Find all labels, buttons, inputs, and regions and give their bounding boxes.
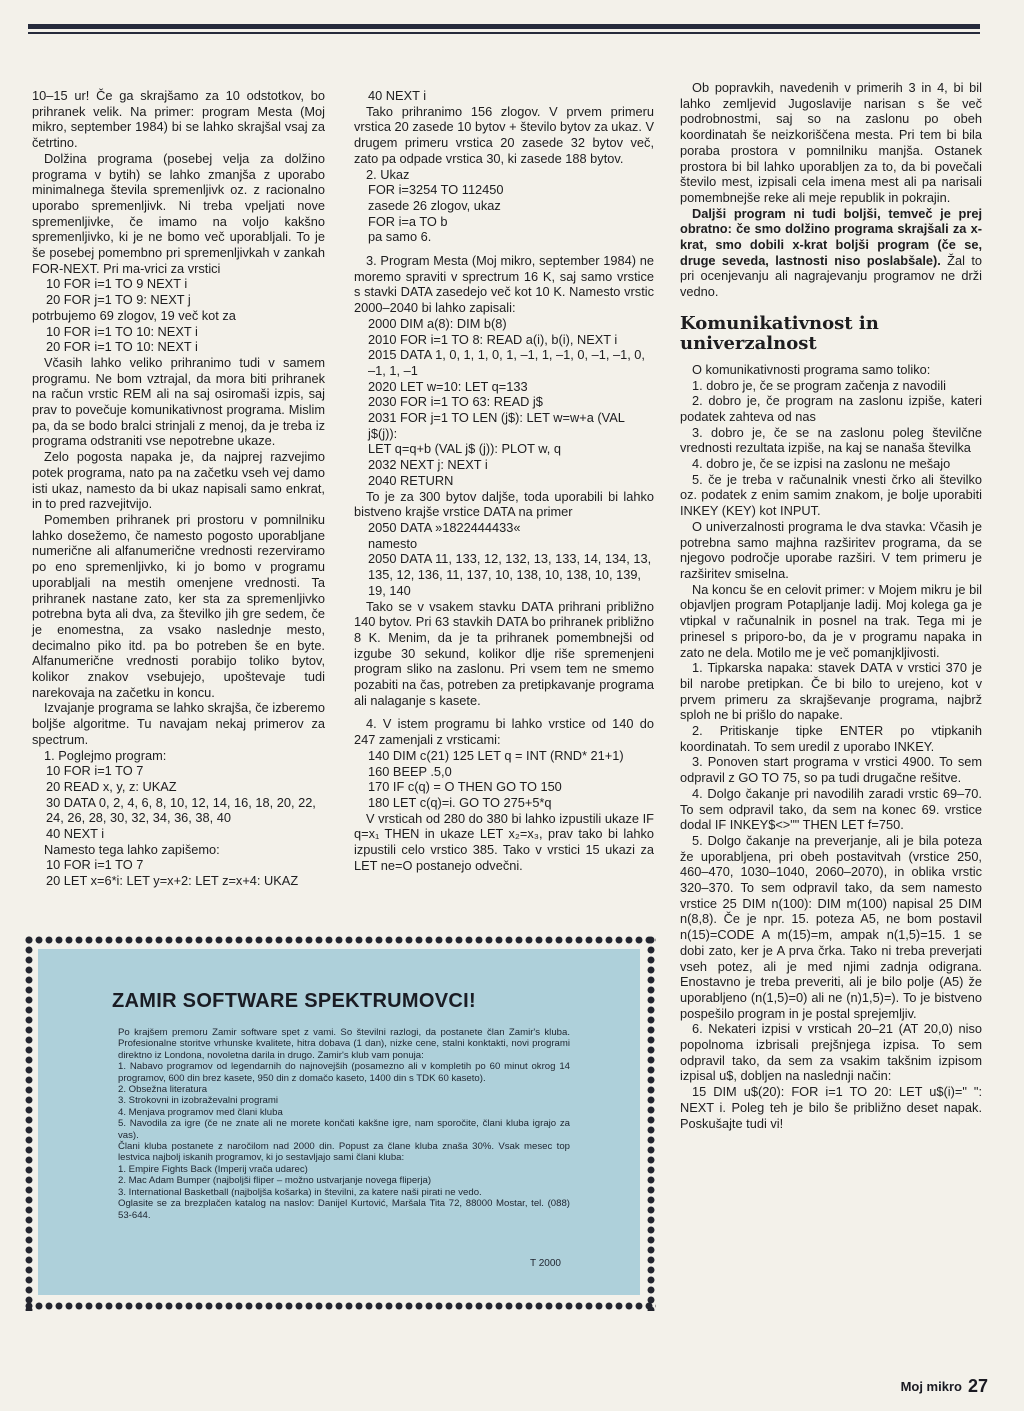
section-heading: Komunikativnost in univerzalnost — [680, 312, 879, 354]
column-2 — [354, 88, 654, 873]
advertisement-line: Člani kluba postanete z naročilom nad 2000 din. Popust za člane kluba znaša 30%. Vsak mesec top lestvica najbolj iskanih programov, ki jo sestavljajo sami člani kluba: — [118, 1141, 570, 1164]
code-line: 180 LET c(q)=i. GO TO 275+5*q — [368, 794, 552, 810]
code-line: 160 BEEP .5,0 — [368, 763, 452, 779]
paragraph: V vrsticah od 280 do 380 bi lahko izpustili ukaze IF q=x₁ THEN in ukaze LET x₂=x₃, prav tako bi lahko izpustili celo vrstico 385. Tako v vrstici 15 ukazi za LET ne=O postanejo odvečni. — [354, 810, 654, 873]
code-line: LET q=q+b (VAL j$ (j)): PLOT w, q — [368, 441, 561, 457]
page-number: 27 — [967, 1376, 988, 1396]
paragraph: 5. če je treba v računalnik vnesti črko ali številko oz. podatek z enim samim znakom, je bolje uporabiti INKEY (KEY) kot INPUT. — [680, 471, 982, 519]
code-line: 2040 RETURN — [368, 472, 454, 488]
code-line: 2000 DIM a(8): DIM b(8) — [368, 315, 507, 331]
paragraph: 3. dobro je, če se na zaslonu poleg številčne vrednosti rezultata izpiše, na kaj se nanaša številka — [680, 424, 982, 456]
advertisement-line: 2. Mac Adam Bumper (najboljši fliper – možno ustvarjanje novega fliperja) — [118, 1175, 432, 1187]
code-line: 2050 DATA »1822444433« — [368, 519, 521, 535]
paragraph: To je za 300 bytov daljše, toda uporabili bi lahko bistveno krajše vrstice DATA na primer — [354, 488, 654, 520]
paragraph: Tako prihranimo 156 zlogov. V prvem primeru vrstica 20 zasede 10 bytov + število bytov za ukaz. V drugem primeru vrstica 20 zasede 32 bytov več, zato pa odpade vrstica 30, ki zasede 188 bytov. — [354, 103, 654, 166]
code-line: 10 FOR i=1 TO 7 — [46, 857, 144, 873]
advertisement-line: 3. Strokovni in izobraževalni programi — [118, 1095, 278, 1107]
code-line: FOR i=a TO b — [368, 213, 448, 229]
paragraph: O komunikativnosti programa samo toliko: — [692, 361, 931, 377]
advertisement-line: 2. Obsežna literatura — [118, 1084, 208, 1096]
column-1 — [32, 88, 325, 889]
paragraph: 2. Ukaz — [366, 166, 410, 182]
paragraph: 15 DIM u$(20): FOR i=1 TO 20: LET u$(i)=" ": NEXT i. Poleg teh je bilo še približno deset napak. Poskušajte tudi vi! — [680, 1084, 982, 1131]
dotted-border-right — [646, 935, 656, 1311]
advertisement-line: 4. Menjava programov med člani kluba — [118, 1106, 283, 1118]
dotted-border-left — [24, 935, 34, 1311]
code-line: 2050 DATA 11, 133, 12, 132, 13, 133, 14, 134, 13, 135, 12, 136, 11, 137, 10, 138, 10, 138, 10, 139, 19, 140 — [368, 551, 652, 598]
code-line: pa samo 6. — [368, 229, 432, 245]
code-line: 30 DATA 0, 2, 4, 6, 8, 10, 12, 14, 16, 18, 20, 22, 24, 26, 28, 30, 32, 34, 36, 38, 40 — [46, 794, 316, 826]
code-line: 2020 LET w=10: LET q=133 — [368, 378, 528, 394]
code-line: 2015 DATA 1, 0, 1, 1, 0, 1, –1, 1, –1, 0, –1, –1, 0, –1, 1, –1 — [368, 347, 645, 378]
advertisement-code: T 2000 — [530, 1258, 561, 1269]
code-line: 2030 FOR i=1 TO 63: READ j$ — [368, 394, 543, 410]
dotted-border-top — [24, 935, 656, 945]
code-line: 10 FOR i=1 TO 10: NEXT i — [46, 323, 198, 339]
advertisement-title: ZAMIR SOFTWARE SPEKTRUMOVCI! — [112, 990, 476, 1012]
paragraph: 5. Dolgo čakanje na preverjanje, ali je bila poteza že uporabljena, pri obeh postavitvah (vrstice 250, 460–470, 1030–1040, 2060–2070), in oblika vrstic 320–370. To sem odpravil tako, da sem namesto vrstice 25 DIM n(100): DIM m(100) napisal 25 DIM n(8,8). Če je npr. 15. poteza A5, ne bom postavil n(15)=CODE A m(15)=m, ampak n(1,5)=15. 1 se dobi zato, ker je A prva črka. Tako ni treba preverjati vseh potez, ali je med njimi zadnja odigrana. Enostavno je treba preveriti, ali je bilo polje (A5) že uporabljeno (n(1,5)=0) ali ne (n)1,5)=). To je bistveno pospešilo program in je postal sprejemljiv. — [680, 832, 982, 1021]
code-line: 10 FOR i=1 TO 9 NEXT i — [46, 276, 188, 292]
paragraph: 1. Tipkarska napaka: stavek DATA v vrstici 370 je bil narobe pretipkan. Če bi bilo to urejeno, kot v prvem primeru za skrajševanje programa, najbrž sploh ne bi prišlo do napake. — [680, 660, 982, 723]
code-line: 40 NEXT i — [46, 826, 105, 842]
paragraph: 2. dobro je, če program na zaslonu izpiše, kateri podatek zahteva od nas — [680, 393, 982, 424]
code-line: 2032 NEXT j: NEXT i — [368, 457, 488, 473]
code-line: FOR i=3254 TO 112450 — [368, 182, 504, 198]
paragraph: Pomemben prihranek pri prostoru v pomnilniku lahko dosežemo, če namesto pogosto uporabljane numerične ali alfanumerične vrednosti rezerviramo po eno spremenljivko, ki jo bomo v programu uporabljali na mestih omenjene vrednosti. Ta prihranek nastane zato, ker sta za spremenljivko potrebna byta ali dva, za številko jih gre sedem, če je enomestna, za vsako naslednje mesto, decimalno piko itd. pa bo potreben še en byte. Alfanumerične vrednosti porabijo toliko bytov, kolikor znakov vsebujejo, upoštevaje tudi narekovaja na začetku in koncu. — [32, 511, 325, 700]
code-line: 20 FOR j=1 TO 9: NEXT j — [46, 292, 191, 308]
paragraph: 3. Program Mesta (Moj mikro, september 1984) ne moremo spraviti v sprectrum 16 K, saj samo vrstice s stavki DATA zasedejo več kot 10 K. Namesto vrstic 2000–2040 bi lahko zapisali: — [354, 253, 654, 316]
code-line: 40 NEXT i — [368, 88, 427, 103]
code-line: zasede 26 zlogov, ukaz — [368, 197, 501, 213]
magazine-name: Moj mikro — [900, 1379, 962, 1394]
paragraph: 1. Poglejmo program: — [44, 747, 167, 763]
code-line: namesto — [368, 535, 418, 551]
page-footer — [901, 1376, 988, 1397]
paragraph: 10–15 ur! Če ga skrajšamo za 10 odstotkov, bo prihranek velik. Na primer: program Mesta (Moj mikro, september 1984) bi se lahko skrajšal vsaj za četrtino. — [32, 88, 325, 151]
code-line: 2031 FOR j=1 TO LEN (j$): LET w=w+a (VAL j$(j)): — [368, 410, 625, 441]
code-line: 20 LET x=6*i: LET y=x+2: LET z=x+4: UKAZ — [46, 873, 299, 889]
code-line: 170 IF c(q) = O THEN GO TO 150 — [368, 779, 562, 795]
column-3 — [680, 80, 982, 1131]
paragraph: Včasih lahko veliko prihranimo tudi v samem programu. Ne bom vztrajal, da mora biti prihranek na račun vrstic REM ali na saj osiromaši izpis, saj prav to povečuje komunikativnost programa. Mislim pa, da se bodo bralci strinjali z menoj, da je treba iz programa odstraniti vse nepotrebne ukaze. — [32, 354, 325, 449]
paragraph: Tako se v vsakem stavku DATA prihrani približno 140 bytov. Pri 63 stavkih DATA bo prihranek približno 8 K. Menim, da je ta prihranek pomembnejši od izgube 30 sekund, kolikor dlje riše spremenjeni program sliko na zaslonu. Pri vsem tem ne smemo pozabiti na čas, potreben za pretipkavanje programa ali nalaganje s kasete. — [354, 598, 654, 708]
top-rule-thin — [28, 32, 980, 34]
code-line: 20 FOR i=1 TO 10: NEXT i — [46, 339, 198, 355]
paragraph: Dolžina programa (posebej velja za dolžino programa v bytih) se lahko zmanjša z uporabo minimalnega števila spremenljivk oz. z racionalno uporabo spremenljivk. Ni treba vpeljati nove spremenljivke, če imamo na voljo kakšno spremenljivko, ki je ne bomo več uporabljali. To je še posebej pomembno pri spremenljivkah v zankah FOR-NEXT. Pri ma-vrici za vrstici — [32, 150, 325, 276]
paragraph: 4. Dolgo čakanje pri navodilih zaradi vrstic 69–70. To sem odpravil tako, da sem na konec 69. vrstice dodal IF INKEY$<>"" THEN LET f=750. — [680, 785, 982, 833]
code-line: 20 READ x, y, z: UKAZ — [46, 778, 177, 794]
advertisement-line: 3. International Basketball (najboljša košarka) in številni, za katere naši pirati ne vedo. — [118, 1186, 482, 1198]
paragraph: O univerzalnosti programa le dva stavka: Včasih je potrebna samo majhna razširitev programa, da se njegovo področje uporabe razširi. V tem primeru je razširitev smiselna. — [680, 518, 982, 581]
code-line: 2010 FOR i=1 TO 8: READ a(i), b(i), NEXT i — [368, 331, 618, 347]
paragraph: Na koncu še en celovit primer: v Mojem mikru je bil objavljen program Potapljanje ladij. Moj kolega ga je vtipkal v računalnik in posnel na trak. Tega mi je prinesel s priporo-bo, da je v programu napaka in zato ne dela. Motilo me je več pomanjkljivosti. — [680, 581, 982, 660]
paragraph: 2. Pritiskanje tipke ENTER po vtipkanih koordinatah. To sem uredil z uporabo INKEY. — [680, 723, 982, 754]
paragraph: Ob popravkih, navedenih v primerih 3 in 4, bi bil lahko zemljevid Jugoslavije narisan s še več podrobnostmi, saj so na zaslonu po obeh koordinatah še neizkoriščena mesta. Pri tem bi bila poraba prostora v pomnilniku manjša. Ostanek prostora bi bil lahko uporabljen za to, da bi povečali število mest, izpisali cela imena mest ali pa narisali pomembnejše reke ali meje republik in pokrajin. — [680, 80, 982, 205]
paragraph: 4. V istem programu bi lahko vrstice od 140 do 247 zamenjali z vrsticami: — [354, 716, 654, 748]
paragraph: 3. Ponoven start programa v vrstici 4900. To sem odpravil z GO TO 75, so pa tudi drugačne rešitve. — [680, 754, 982, 786]
paragraph: 1. dobro je, če se program začenja z navodili — [692, 377, 946, 393]
advertisement-text — [118, 1027, 570, 1221]
advertisement-line: 1. Nabavo programov od legendarnih do najnovejših (posamezno ali v kompletih po 60 minut okrog 14 programov, 600 din brez kasete, 950 din z domačo kaseto, 1400 din s TDK 60 kaseto). — [118, 1061, 570, 1084]
code-line: 10 FOR i=1 TO 7 — [46, 763, 144, 779]
code-line: 140 DIM c(21) 125 LET q = INT (RND* 21+1) — [368, 747, 624, 763]
advertisement-line: Oglasite se za brezplačen katalog na naslov: Danijel Kurtović, Maršala Tita 72, 88000 Mostar, tel. (088) 53-644. — [118, 1198, 570, 1221]
key-statement: Daljši program ni tudi boljši, temveč je prej obratno: če smo dolžino programa skrajšali za x-krat, smo dobili x-krat boljši program (če se, druge seveda, lastnosti niso poslabšale). Žal to pri ocenjevanju ali nagrajevanju programov ne drži vedno. — [680, 205, 982, 300]
paragraph: 6. Nekateri izpisi v vrsticah 20–21 (AT 20,0) niso popolnoma izbrisali prejšnjega izpisa. To sem odpravil tako, da sem za vsakim takšnim izpisom izpisal u$, dobljen na naslednji način: — [680, 1021, 982, 1084]
paragraph: Zelo pogosta napaka je, da najprej razvejimo potek programa, nato pa na začetku vseh vej damo isti ukaz, namesto da bi ukaz napisali samo enkrat, in to pred razvejitvijo. — [32, 449, 325, 512]
advertisement-line: Po krajšem premoru Zamir software spet z vami. So številni razlogi, da postanete član Zamir's kluba. Profesionalne storitve vrhunske kvalitete, hitra dobava (1 dan), nizke cene, stalni konktakti, novi programi direktno iz Londona, novoletna darila in drugo. Zamir's klub vam ponuja: — [118, 1027, 570, 1061]
paragraph: Namesto tega lahko zapišemo: — [44, 841, 220, 857]
top-rule-thick — [28, 24, 980, 29]
paragraph: 4. dobro je, če se izpisi na zaslonu ne mešajo — [692, 456, 951, 472]
paragraph: Izvajanje programa se lahko skrajša, če izberemo boljše algoritme. Tu navajam nekaj primerov za spectrum. — [32, 700, 325, 747]
dotted-border-bottom — [24, 1301, 656, 1311]
advertisement-line: 1. Empire Fights Back (Imperij vrača udarec) — [118, 1163, 308, 1175]
advertisement-line: 5. Navodila za igre (če ne znate ali ne morete končati kakšne igre, nam sporočite, člani kluba igrajo za vas). — [118, 1118, 570, 1141]
paragraph: potrbujemo 69 zlogov, 19 več kot za — [32, 307, 236, 323]
